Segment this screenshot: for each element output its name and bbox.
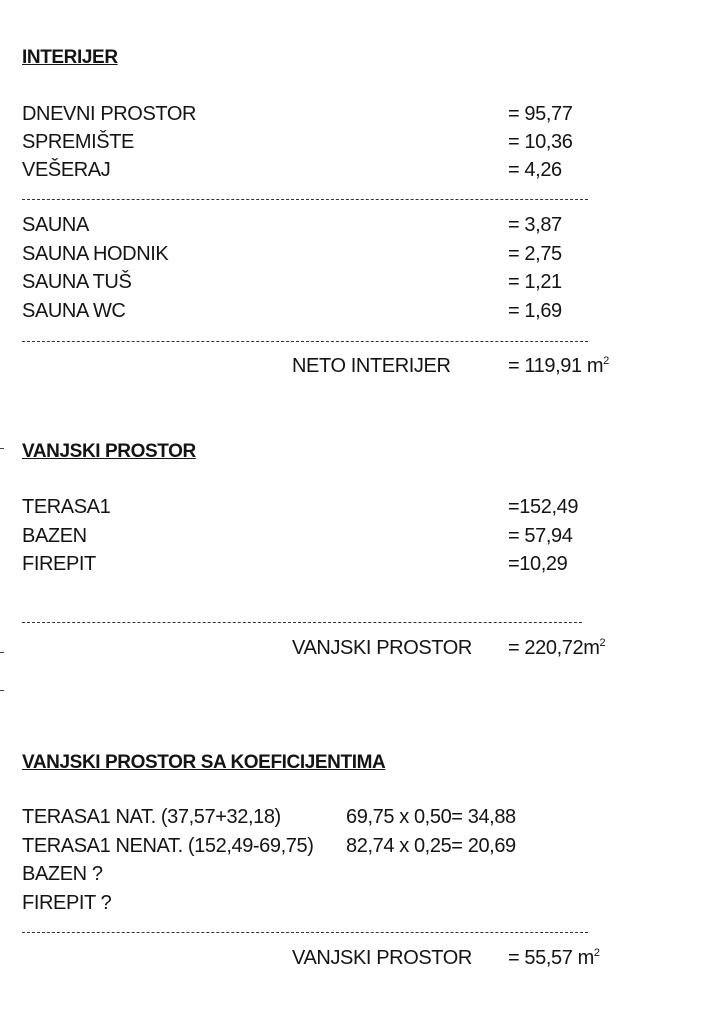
dashed-divider (22, 622, 582, 623)
row-label-dnevni-prostor: DNEVNI PROSTOR (22, 103, 197, 125)
unit-exponent: 2 (593, 947, 600, 959)
row-value-terasa1: =152,49 (508, 496, 579, 518)
row-value-veseraj: = 4,26 (508, 159, 562, 181)
total-value-vanjski-koeficijenti: = 55,57 $m^2$ (508, 947, 600, 969)
row-calc-terasa1-nenat: 82,74 x 0,25= 20,69 (346, 835, 516, 857)
unit-exponent: 2 (599, 637, 606, 649)
row-value-sauna-tus: = 1,21 (508, 271, 562, 293)
row-label-sauna: SAUNA (22, 214, 89, 236)
section-heading-vanjski-prostor: VANJSKI PROSTOR (22, 441, 196, 462)
row-label-sauna-tus: SAUNA TUŠ (22, 271, 132, 293)
total-label-vanjski-prostor: VANJSKI PROSTOR (292, 637, 472, 659)
row-label-terasa1: TERASA1 (22, 496, 111, 518)
margin-mark (0, 690, 4, 691)
dashed-divider (22, 932, 588, 933)
dashed-divider (22, 341, 588, 342)
row-value-sauna: = 3,87 (508, 214, 562, 236)
row-label-bazen-q: BAZEN ? (22, 863, 103, 885)
row-label-terasa1-nat: TERASA1 NAT. (37,57+32,18) (22, 806, 281, 828)
margin-mark (0, 652, 4, 653)
row-label-firepit: FIREPIT (22, 553, 96, 575)
row-label-spremiste: SPREMIŠTE (22, 131, 134, 153)
total-value-vanjski-prostor: = $220,72m^2$ (508, 637, 606, 659)
row-label-veseraj: VEŠERAJ (22, 159, 111, 181)
total-value-neto-interijer: = 119,91 $m^2$ (508, 355, 609, 377)
dashed-divider (22, 199, 588, 200)
section-heading-interijer: INTERIJER (22, 47, 118, 68)
row-label-sauna-wc: SAUNA WC (22, 300, 126, 322)
row-value-sauna-wc: = 1,69 (508, 300, 562, 322)
row-label-terasa1-nenat: TERASA1 NENAT. (152,49-69,75) (22, 835, 314, 857)
total-label-vanjski-koeficijenti: VANJSKI PROSTOR (292, 947, 472, 969)
row-label-firepit-q: FIREPIT ? (22, 892, 112, 914)
row-calc-terasa1-nat: 69,75 x 0,50= 34,88 (346, 806, 516, 828)
margin-mark (0, 448, 4, 449)
row-value-dnevni-prostor: = 95,77 (508, 103, 573, 125)
total-label-neto-interijer: NETO INTERIJER (292, 355, 451, 377)
row-value-sauna-hodnik: = 2,75 (508, 243, 562, 265)
row-label-sauna-hodnik: SAUNA HODNIK (22, 243, 169, 265)
row-value-firepit: =10,29 (508, 553, 568, 575)
row-label-bazen: BAZEN (22, 525, 87, 547)
section-heading-koeficijenti: VANJSKI PROSTOR SA KOEFICIJENTIMA (22, 752, 386, 773)
row-value-bazen: = 57,94 (508, 525, 573, 547)
unit-exponent: 2 (603, 355, 609, 367)
row-value-spremiste: = 10,36 (508, 131, 573, 153)
